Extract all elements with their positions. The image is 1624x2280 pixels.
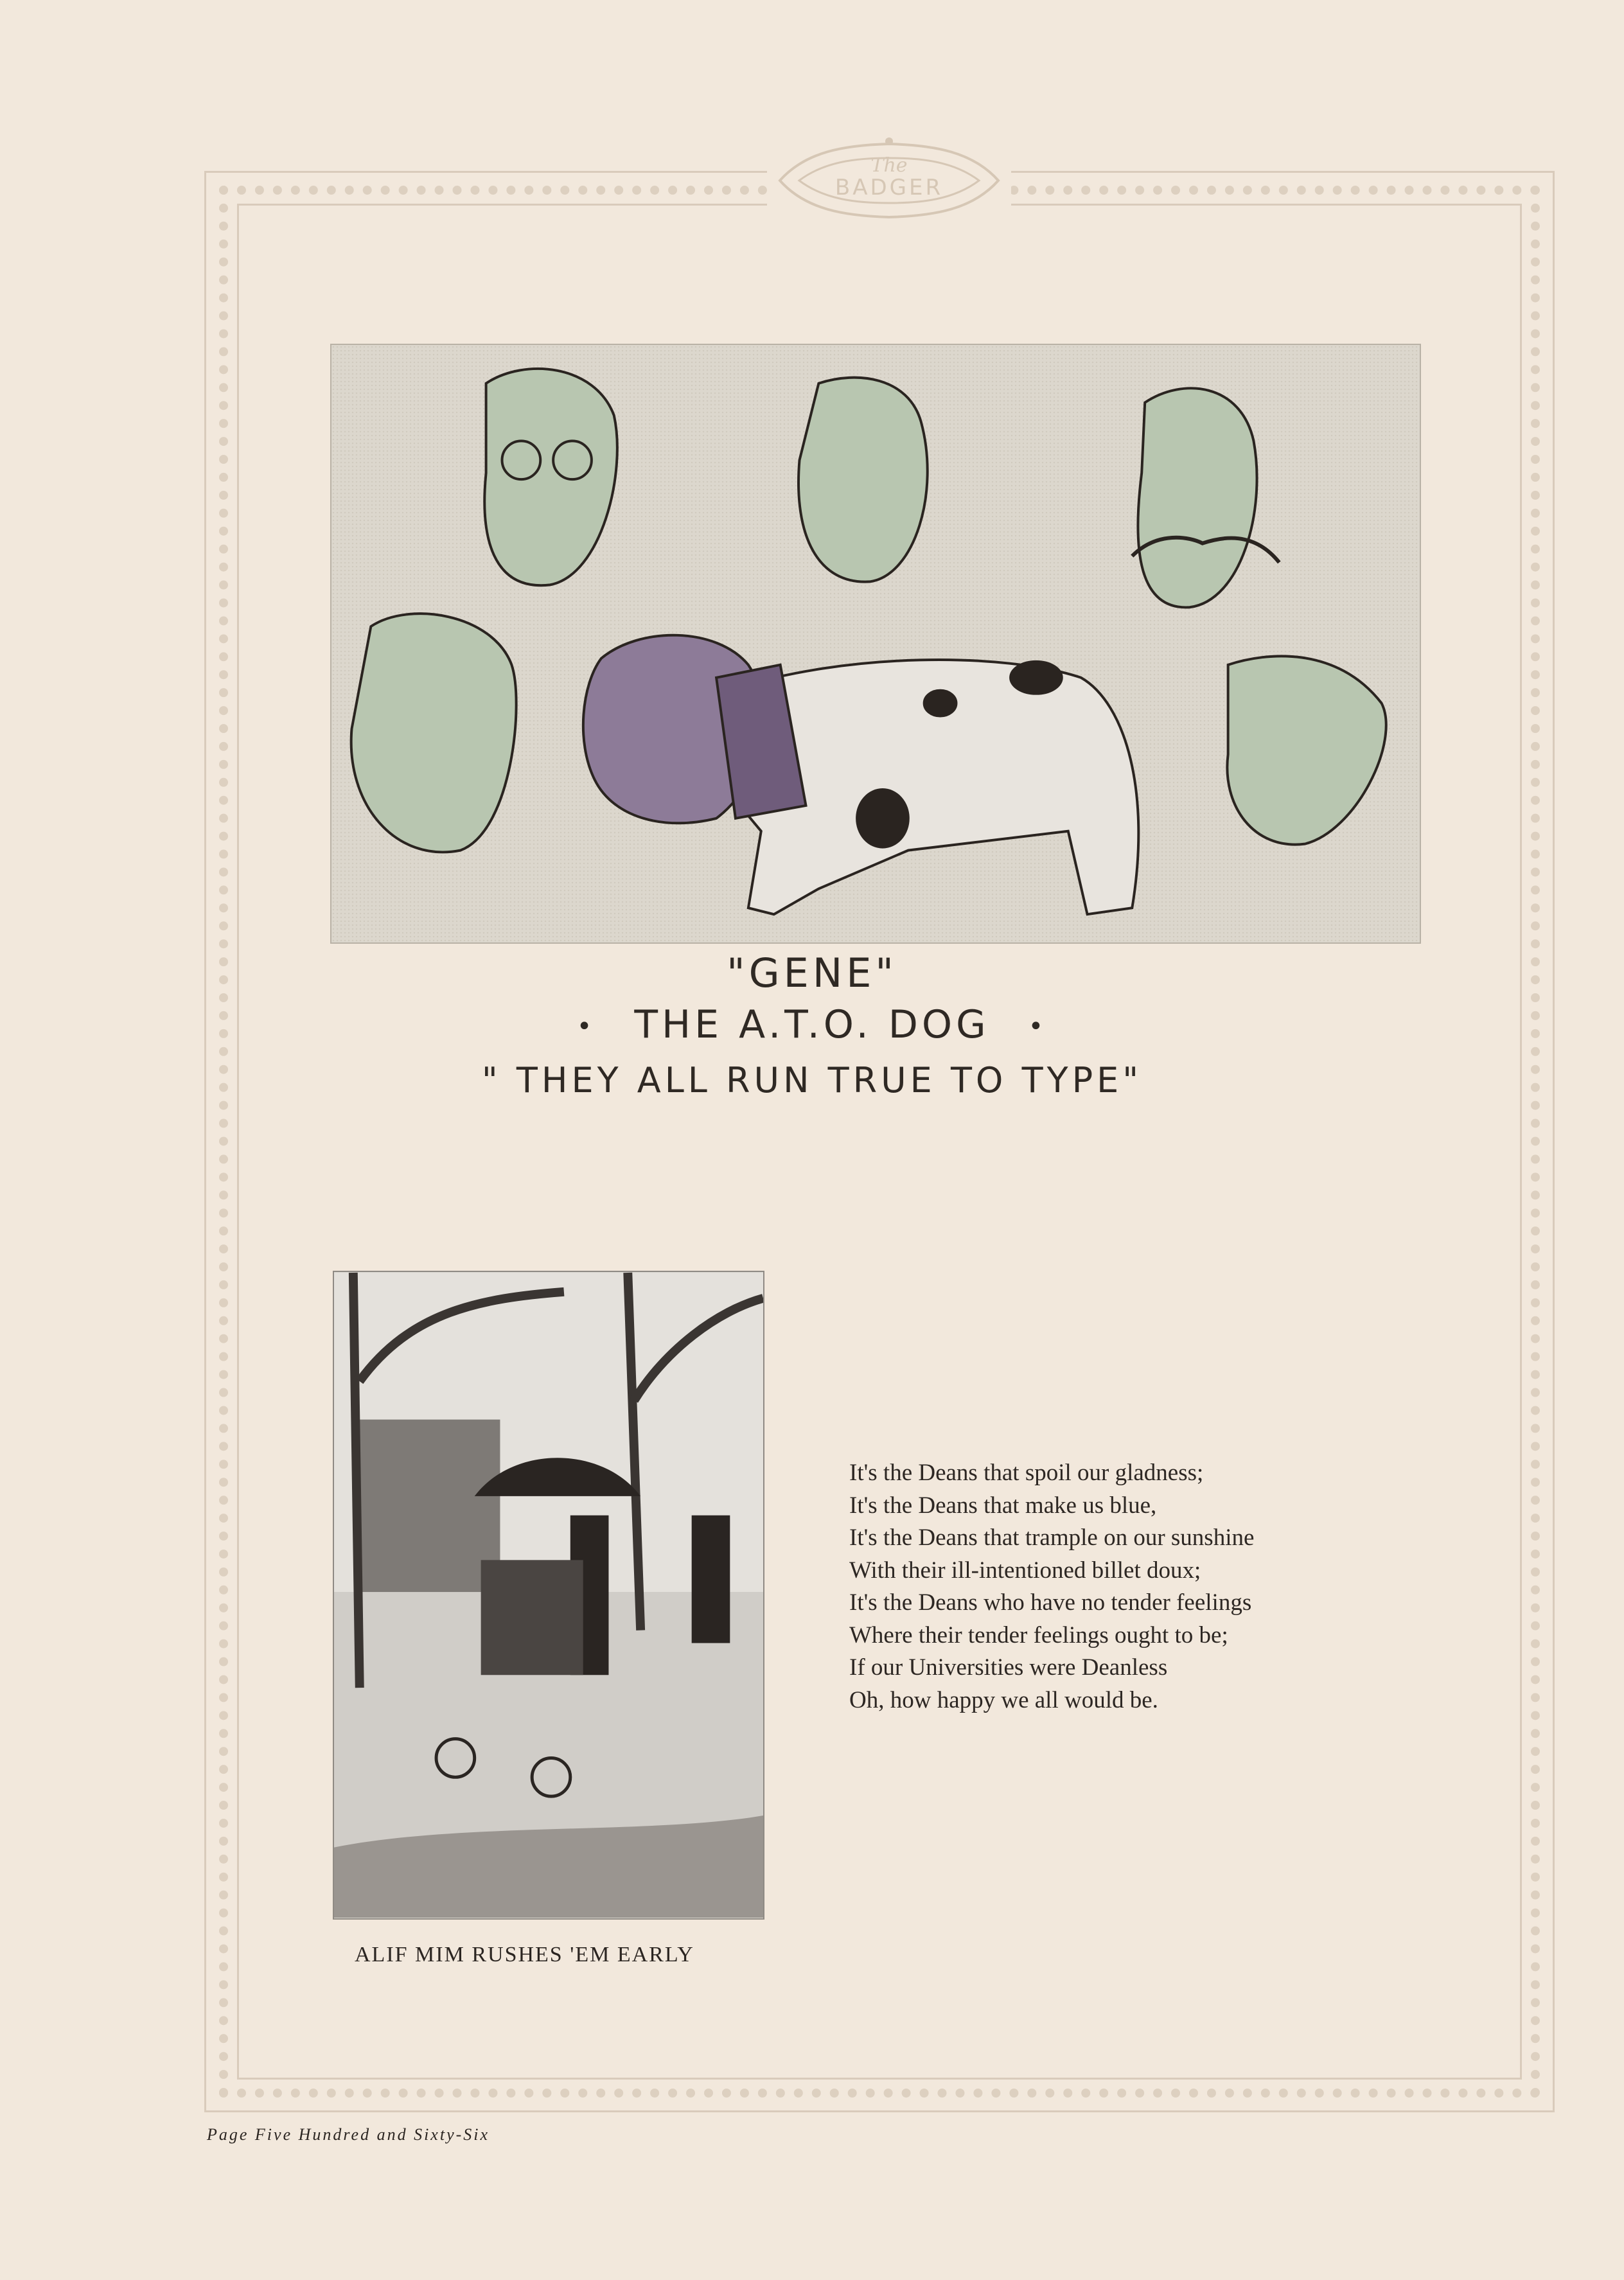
face-profile-right	[1227, 656, 1386, 844]
photograph	[333, 1271, 764, 1920]
cartoon-caption-dog: THE A.T.O. DOG	[634, 1002, 990, 1047]
page-number-footer: Page Five Hundred and Sixty-Six	[207, 2125, 490, 2144]
poem	[849, 1457, 1427, 1717]
badger-crest	[767, 132, 1011, 229]
bullet-icon: •	[1028, 1012, 1048, 1042]
poem-line: It's the Deans that make us blue,	[849, 1492, 1157, 1519]
face-profile-left	[351, 614, 516, 852]
bulldog	[583, 635, 1138, 914]
poem-line: It's the Deans that spoil our gladness;	[849, 1460, 1204, 1486]
poem-line: If our Universities were Deanless	[849, 1654, 1168, 1681]
face-glasses	[484, 369, 617, 585]
poem-line: It's the Deans that trample on our sunshine	[849, 1524, 1255, 1551]
cartoon-caption-title: "GENE"	[727, 950, 897, 996]
crest-badger: BADGER	[834, 175, 944, 200]
bullet-icon: •	[576, 1012, 596, 1042]
cartoon-caption-subtitle	[0, 1002, 1624, 1047]
poem-line: Where their tender feelings ought to be;	[849, 1622, 1228, 1648]
poem-line: With their ill-intentioned billet doux;	[849, 1557, 1201, 1584]
face-mustache	[1138, 388, 1257, 607]
poem-line: It's the Deans who have no tender feelings	[849, 1589, 1252, 1616]
cartoon-illustration	[330, 344, 1421, 944]
photo-caption: ALIF MIM RUSHES 'EM EARLY	[355, 1943, 694, 1966]
poem-line: Oh, how happy we all would be.	[849, 1686, 1158, 1713]
face-stubble	[799, 378, 928, 582]
cartoon-drawing	[331, 345, 1420, 942]
photo-scene	[334, 1272, 763, 1918]
crest-the: The	[870, 154, 908, 177]
cartoon-caption-tagline: " THEY ALL RUN TRUE TO TYPE"	[481, 1060, 1143, 1100]
